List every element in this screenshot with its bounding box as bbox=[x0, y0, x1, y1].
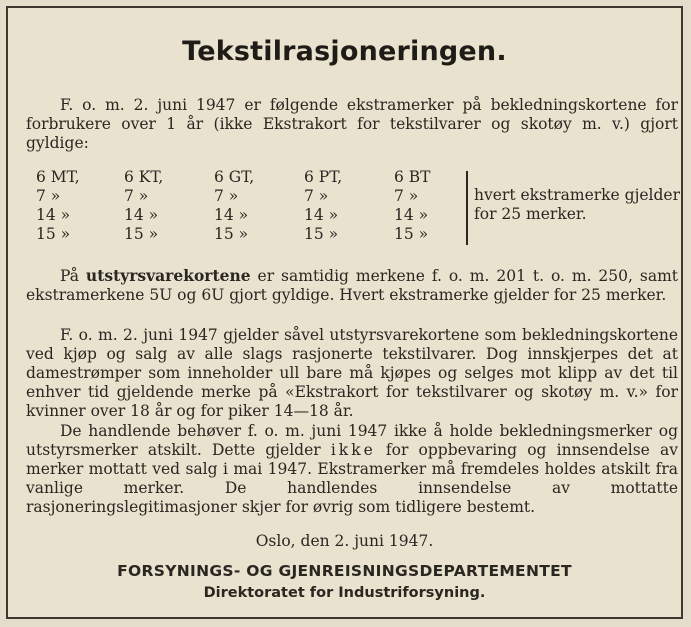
table-cell: 7 » bbox=[304, 187, 329, 205]
paragraph-2 bbox=[26, 266, 678, 305]
table-cell: 7 » bbox=[36, 187, 61, 205]
table-cell: 6 KT, bbox=[124, 168, 164, 186]
table-cell: 6 PT, bbox=[304, 168, 343, 186]
notice-frame bbox=[6, 6, 683, 619]
brace-divider bbox=[466, 171, 468, 245]
directorate-name: Direktoratet for Industriforsyning. bbox=[203, 585, 486, 601]
paragraph-4-post: for oppbevaring og innsendelse av merker mottatt ved salg i mai 1947. Ekstramerker må fremdeles holdes atskilt fra vanlige merker. De handlendes innsendelse av mottatte rasjoneringslegitimasjoner skjer for øvrig som tidligere bestemt. bbox=[26, 441, 678, 516]
paragraph-4-pre: De handlende behøver f. o. m. juni 1947 ikke å holde bekledningsmerker og utstyrsmerker atskilt. Dette gjelder bbox=[26, 422, 678, 459]
table-cell: 15 » bbox=[394, 225, 429, 243]
paragraph-1: F. o. m. 2. juni 1947 er følgende ekstramerker på bekledningskortene for forbrukere over 1 år (ikke Ekstrakort for tekstilvarer og skotøy m. v.) gjort gyldige: bbox=[26, 96, 678, 152]
paragraph-2-pre: På bbox=[60, 267, 86, 285]
table-cell: 14 » bbox=[36, 206, 71, 224]
table-cell: 6 BT bbox=[394, 168, 431, 186]
table-cell: 14 » bbox=[304, 206, 339, 224]
notice-title: Tekstilrasjoneringen. bbox=[182, 36, 507, 67]
table-cell: 14 » bbox=[394, 206, 429, 224]
table-cell: 14 » bbox=[214, 206, 249, 224]
paragraph-2-post: er samtidig merkene f. o. m. 201 t. o. m. 250, samt ekstramerkene 5U og 6U gjort gyldige. Hvert ekstramerke gjelder for 25 merker. bbox=[26, 267, 679, 304]
table-cell: 14 » bbox=[124, 206, 159, 224]
marks-table bbox=[36, 168, 681, 250]
paragraph-4-spaced: ikke bbox=[330, 441, 376, 459]
marks-note: hvert ekstramerke gjelder for 25 merker. bbox=[474, 186, 681, 223]
date-line: Oslo, den 2. juni 1947. bbox=[255, 532, 434, 550]
table-cell: 6 GT, bbox=[214, 168, 255, 186]
paragraph-2-bold: utstyrsvarekortene bbox=[85, 266, 251, 285]
department-name: FORSYNINGS- OG GJENREISNINGSDEPARTEMENTET bbox=[117, 562, 572, 580]
paragraph-3: F. o. m. 2. juni 1947 gjelder såvel utstyrsvarekortene som bekledningskortene ved kjøp og salg av alle slags rasjonerte tekstilvarer. Dog innskjerpes det at damestrømper som inneholder ull bare må kjøpes og selges mot klipp av det til enhver tid gjeldende merke på «Ekstrakort for tekstilvarer og skotøy m. v.» for kvinner over 18 år og for piker 14—18 år. bbox=[26, 326, 678, 420]
table-cell: 15 » bbox=[214, 225, 249, 243]
table-cell: 15 » bbox=[304, 225, 339, 243]
table-cell: 15 » bbox=[36, 225, 71, 243]
table-cell: 15 » bbox=[124, 225, 159, 243]
table-cell: 7 » bbox=[124, 187, 149, 205]
table-cell: 7 » bbox=[394, 187, 419, 205]
paragraph-4 bbox=[26, 422, 678, 517]
table-cell: 6 MT, bbox=[36, 168, 80, 186]
table-cell: 7 » bbox=[214, 187, 239, 205]
